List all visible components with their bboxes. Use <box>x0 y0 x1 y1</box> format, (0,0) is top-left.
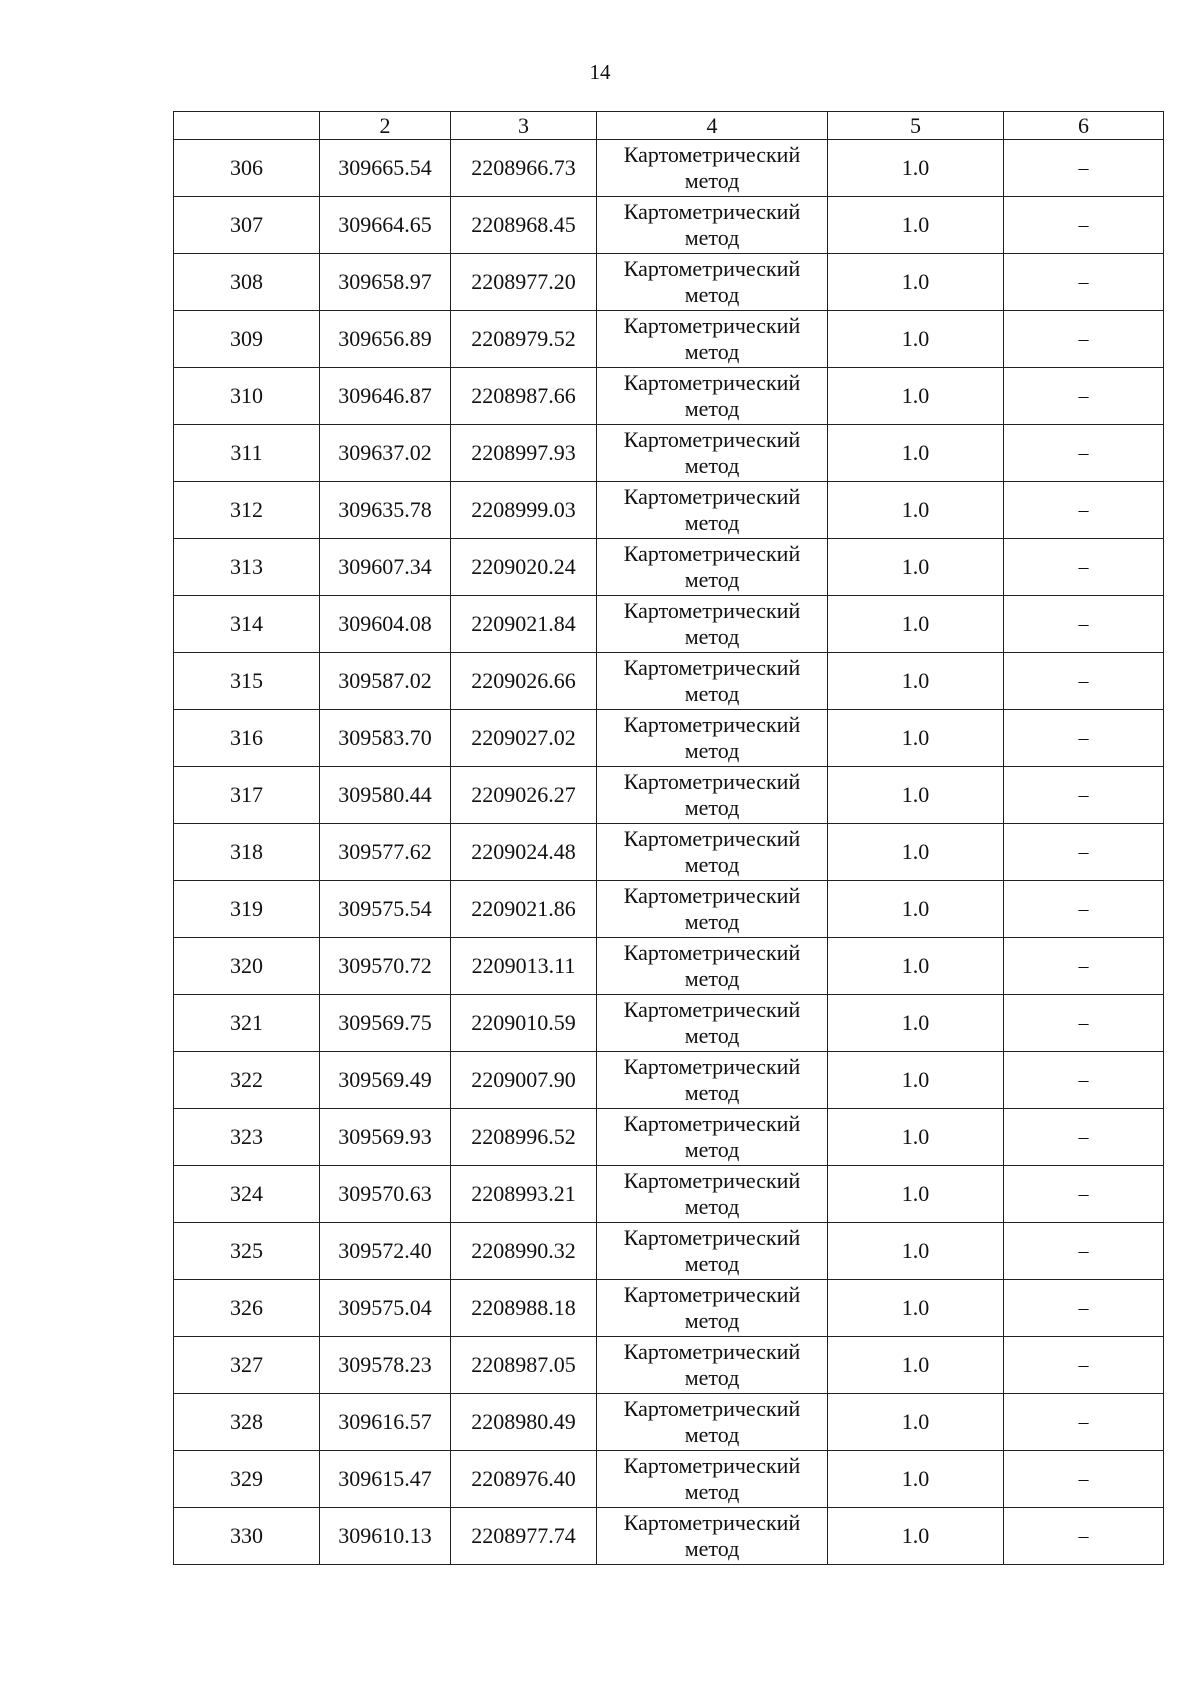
accuracy-cell: 1.0 <box>828 824 1004 881</box>
point-number-cell: 322 <box>174 1052 320 1109</box>
y-coordinate-cell: 2209010.59 <box>451 995 597 1052</box>
point-number-cell: 325 <box>174 1223 320 1280</box>
x-coordinate-cell: 309637.02 <box>320 425 451 482</box>
method-line-2: метод <box>684 1137 740 1162</box>
method-line-2: метод <box>684 282 740 307</box>
x-coordinate-cell: 309575.04 <box>320 1280 451 1337</box>
accuracy-cell: 1.0 <box>828 1223 1004 1280</box>
point-number-cell: 307 <box>174 197 320 254</box>
method-line-1: Картометрический <box>623 256 801 281</box>
x-coordinate-cell: 309610.13 <box>320 1508 451 1565</box>
note-cell: – <box>1004 1223 1164 1280</box>
x-coordinate-cell: 309658.97 <box>320 254 451 311</box>
x-coordinate-cell: 309569.75 <box>320 995 451 1052</box>
method-line-2: метод <box>684 909 740 934</box>
x-coordinate-cell: 309635.78 <box>320 482 451 539</box>
method-cell <box>597 596 828 653</box>
note-cell: – <box>1004 767 1164 824</box>
method-line-2: метод <box>684 225 740 250</box>
accuracy-cell: 1.0 <box>828 197 1004 254</box>
method-line-1: Картометрический <box>623 313 801 338</box>
method-line-1: Картометрический <box>623 655 801 680</box>
method-cell <box>597 995 828 1052</box>
x-coordinate-cell: 309570.72 <box>320 938 451 995</box>
table-row <box>174 881 1164 938</box>
x-coordinate-cell: 309604.08 <box>320 596 451 653</box>
y-coordinate-cell: 2209024.48 <box>451 824 597 881</box>
method-line-1: Картометрический <box>623 826 801 851</box>
note-cell: – <box>1004 197 1164 254</box>
method-line-1: Картометрический <box>623 1111 801 1136</box>
point-number-cell: 319 <box>174 881 320 938</box>
y-coordinate-cell: 2209021.86 <box>451 881 597 938</box>
point-number-cell: 321 <box>174 995 320 1052</box>
method-line-2: метод <box>684 624 740 649</box>
note-cell: – <box>1004 1109 1164 1166</box>
point-number-cell: 317 <box>174 767 320 824</box>
accuracy-cell: 1.0 <box>828 368 1004 425</box>
header-cell-x: 2 <box>320 112 451 140</box>
method-line-1: Картометрический <box>623 712 801 737</box>
note-cell: – <box>1004 596 1164 653</box>
method-cell <box>597 881 828 938</box>
table-row <box>174 1223 1164 1280</box>
method-line-1: Картометрический <box>623 1168 801 1193</box>
method-cell <box>597 539 828 596</box>
method-cell <box>597 1223 828 1280</box>
method-line-2: метод <box>684 1080 740 1105</box>
table-body <box>174 112 1164 1565</box>
point-number-cell: 314 <box>174 596 320 653</box>
page-number: 14 <box>589 60 611 84</box>
method-line-2: метод <box>684 168 740 193</box>
point-number-cell: 326 <box>174 1280 320 1337</box>
point-number-cell: 327 <box>174 1337 320 1394</box>
method-cell <box>597 767 828 824</box>
method-cell <box>597 425 828 482</box>
y-coordinate-cell: 2209027.02 <box>451 710 597 767</box>
method-line-1: Картометрический <box>623 598 801 623</box>
note-cell: – <box>1004 1337 1164 1394</box>
table-row <box>174 425 1164 482</box>
y-coordinate-cell: 2208990.32 <box>451 1223 597 1280</box>
note-cell: – <box>1004 539 1164 596</box>
note-cell: – <box>1004 938 1164 995</box>
method-line-2: метод <box>684 453 740 478</box>
note-cell: – <box>1004 881 1164 938</box>
point-number-cell: 309 <box>174 311 320 368</box>
method-line-2: метод <box>684 1536 740 1561</box>
accuracy-cell: 1.0 <box>828 1451 1004 1508</box>
note-cell: – <box>1004 1280 1164 1337</box>
point-number-cell: 313 <box>174 539 320 596</box>
note-cell: – <box>1004 710 1164 767</box>
note-cell: – <box>1004 140 1164 197</box>
x-coordinate-cell: 309577.62 <box>320 824 451 881</box>
table-row <box>174 653 1164 710</box>
method-cell <box>597 1451 828 1508</box>
note-cell: – <box>1004 1508 1164 1565</box>
method-line-1: Картометрический <box>623 1282 801 1307</box>
method-line-2: метод <box>684 510 740 535</box>
method-line-1: Картометрический <box>623 484 801 509</box>
x-coordinate-cell: 309607.34 <box>320 539 451 596</box>
accuracy-cell: 1.0 <box>828 1337 1004 1394</box>
point-number-cell: 328 <box>174 1394 320 1451</box>
x-coordinate-cell: 309570.63 <box>320 1166 451 1223</box>
point-number-cell: 315 <box>174 653 320 710</box>
x-coordinate-cell: 309583.70 <box>320 710 451 767</box>
method-line-2: метод <box>684 1365 740 1390</box>
accuracy-cell: 1.0 <box>828 710 1004 767</box>
y-coordinate-cell: 2209013.11 <box>451 938 597 995</box>
method-line-1: Картометрический <box>623 1453 801 1478</box>
accuracy-cell: 1.0 <box>828 1280 1004 1337</box>
y-coordinate-cell: 2208976.40 <box>451 1451 597 1508</box>
table-row <box>174 767 1164 824</box>
point-number-cell: 329 <box>174 1451 320 1508</box>
method-line-1: Картометрический <box>623 199 801 224</box>
method-line-1: Картометрический <box>623 370 801 395</box>
y-coordinate-cell: 2208997.93 <box>451 425 597 482</box>
x-coordinate-cell: 309569.49 <box>320 1052 451 1109</box>
accuracy-cell: 1.0 <box>828 881 1004 938</box>
table-row <box>174 482 1164 539</box>
note-cell: – <box>1004 425 1164 482</box>
method-line-1: Картометрический <box>623 769 801 794</box>
table-row <box>174 1508 1164 1565</box>
method-cell <box>597 1166 828 1223</box>
note-cell: – <box>1004 824 1164 881</box>
method-cell <box>597 368 828 425</box>
accuracy-cell: 1.0 <box>828 140 1004 197</box>
y-coordinate-cell: 2208987.05 <box>451 1337 597 1394</box>
header-cell-accuracy: 5 <box>828 112 1004 140</box>
table-row <box>174 938 1164 995</box>
method-line-1: Картометрический <box>623 142 801 167</box>
accuracy-cell: 1.0 <box>828 311 1004 368</box>
accuracy-cell: 1.0 <box>828 596 1004 653</box>
method-line-1: Картометрический <box>623 940 801 965</box>
note-cell: – <box>1004 1052 1164 1109</box>
x-coordinate-cell: 309569.93 <box>320 1109 451 1166</box>
table-row <box>174 710 1164 767</box>
x-coordinate-cell: 309578.23 <box>320 1337 451 1394</box>
table-row <box>174 539 1164 596</box>
method-cell <box>597 938 828 995</box>
note-cell: – <box>1004 653 1164 710</box>
point-number-cell: 306 <box>174 140 320 197</box>
table-row <box>174 1109 1164 1166</box>
method-cell <box>597 254 828 311</box>
table-row <box>174 254 1164 311</box>
point-number-cell: 330 <box>174 1508 320 1565</box>
accuracy-cell: 1.0 <box>828 767 1004 824</box>
y-coordinate-cell: 2208977.20 <box>451 254 597 311</box>
method-line-1: Картометрический <box>623 1396 801 1421</box>
method-cell <box>597 1508 828 1565</box>
method-line-1: Картометрический <box>623 541 801 566</box>
table-row <box>174 1337 1164 1394</box>
x-coordinate-cell: 309616.57 <box>320 1394 451 1451</box>
note-cell: – <box>1004 368 1164 425</box>
y-coordinate-cell: 2208999.03 <box>451 482 597 539</box>
accuracy-cell: 1.0 <box>828 1166 1004 1223</box>
point-number-cell: 318 <box>174 824 320 881</box>
method-cell <box>597 824 828 881</box>
table-row <box>174 1052 1164 1109</box>
point-number-cell: 310 <box>174 368 320 425</box>
y-coordinate-cell: 2208988.18 <box>451 1280 597 1337</box>
note-cell: – <box>1004 311 1164 368</box>
coordinates-table <box>173 111 1164 1565</box>
method-cell <box>597 653 828 710</box>
header-cell-note: 6 <box>1004 112 1164 140</box>
y-coordinate-cell: 2209026.27 <box>451 767 597 824</box>
y-coordinate-cell: 2208987.66 <box>451 368 597 425</box>
method-line-2: метод <box>684 339 740 364</box>
accuracy-cell: 1.0 <box>828 938 1004 995</box>
accuracy-cell: 1.0 <box>828 539 1004 596</box>
y-coordinate-cell: 2208977.74 <box>451 1508 597 1565</box>
method-line-2: метод <box>684 852 740 877</box>
method-line-1: Картометрический <box>623 1510 801 1535</box>
table-row <box>174 140 1164 197</box>
method-line-2: метод <box>684 1479 740 1504</box>
x-coordinate-cell: 309587.02 <box>320 653 451 710</box>
table-row <box>174 197 1164 254</box>
method-line-2: метод <box>684 1308 740 1333</box>
method-line-2: метод <box>684 396 740 421</box>
accuracy-cell: 1.0 <box>828 1508 1004 1565</box>
table-row <box>174 368 1164 425</box>
accuracy-cell: 1.0 <box>828 1109 1004 1166</box>
method-line-2: метод <box>684 966 740 991</box>
accuracy-cell: 1.0 <box>828 482 1004 539</box>
x-coordinate-cell: 309665.54 <box>320 140 451 197</box>
note-cell: – <box>1004 1451 1164 1508</box>
method-line-2: метод <box>684 1194 740 1219</box>
table-row <box>174 824 1164 881</box>
method-cell <box>597 1337 828 1394</box>
header-cell-y: 3 <box>451 112 597 140</box>
x-coordinate-cell: 309575.54 <box>320 881 451 938</box>
y-coordinate-cell: 2208993.21 <box>451 1166 597 1223</box>
note-cell: – <box>1004 1394 1164 1451</box>
x-coordinate-cell: 309656.89 <box>320 311 451 368</box>
method-line-2: метод <box>684 567 740 592</box>
y-coordinate-cell: 2208966.73 <box>451 140 597 197</box>
method-cell <box>597 1109 828 1166</box>
method-line-1: Картометрический <box>623 1054 801 1079</box>
method-line-1: Картометрический <box>623 1339 801 1364</box>
table-row <box>174 1394 1164 1451</box>
point-number-cell: 323 <box>174 1109 320 1166</box>
accuracy-cell: 1.0 <box>828 653 1004 710</box>
point-number-cell: 311 <box>174 425 320 482</box>
method-cell <box>597 1052 828 1109</box>
method-line-1: Картометрический <box>623 883 801 908</box>
header-cell-point <box>174 112 320 140</box>
x-coordinate-cell: 309664.65 <box>320 197 451 254</box>
y-coordinate-cell: 2209007.90 <box>451 1052 597 1109</box>
method-line-2: метод <box>684 681 740 706</box>
point-number-cell: 324 <box>174 1166 320 1223</box>
method-cell <box>597 482 828 539</box>
note-cell: – <box>1004 995 1164 1052</box>
y-coordinate-cell: 2209021.84 <box>451 596 597 653</box>
method-line-1: Картометрический <box>623 997 801 1022</box>
table-row <box>174 1166 1164 1223</box>
note-cell: – <box>1004 482 1164 539</box>
method-cell <box>597 140 828 197</box>
method-cell <box>597 311 828 368</box>
method-line-2: метод <box>684 1023 740 1048</box>
x-coordinate-cell: 309572.40 <box>320 1223 451 1280</box>
table-row <box>174 995 1164 1052</box>
table-row <box>174 1280 1164 1337</box>
table-row <box>174 596 1164 653</box>
y-coordinate-cell: 2209026.66 <box>451 653 597 710</box>
note-cell: – <box>1004 254 1164 311</box>
note-cell: – <box>1004 1166 1164 1223</box>
point-number-cell: 308 <box>174 254 320 311</box>
method-line-2: метод <box>684 1422 740 1447</box>
accuracy-cell: 1.0 <box>828 254 1004 311</box>
method-cell <box>597 1280 828 1337</box>
point-number-cell: 316 <box>174 710 320 767</box>
header-cell-method: 4 <box>597 112 828 140</box>
y-coordinate-cell: 2209020.24 <box>451 539 597 596</box>
method-cell <box>597 197 828 254</box>
method-cell <box>597 710 828 767</box>
point-number-cell: 312 <box>174 482 320 539</box>
method-line-2: метод <box>684 738 740 763</box>
table-row <box>174 1451 1164 1508</box>
y-coordinate-cell: 2208968.45 <box>451 197 597 254</box>
y-coordinate-cell: 2208979.52 <box>451 311 597 368</box>
method-line-1: Картометрический <box>623 1225 801 1250</box>
accuracy-cell: 1.0 <box>828 995 1004 1052</box>
x-coordinate-cell: 309646.87 <box>320 368 451 425</box>
point-number-cell: 320 <box>174 938 320 995</box>
accuracy-cell: 1.0 <box>828 425 1004 482</box>
accuracy-cell: 1.0 <box>828 1394 1004 1451</box>
method-line-2: метод <box>684 1251 740 1276</box>
method-line-1: Картометрический <box>623 427 801 452</box>
table-row <box>174 311 1164 368</box>
x-coordinate-cell: 309615.47 <box>320 1451 451 1508</box>
y-coordinate-cell: 2208996.52 <box>451 1109 597 1166</box>
x-coordinate-cell: 309580.44 <box>320 767 451 824</box>
method-cell <box>597 1394 828 1451</box>
accuracy-cell: 1.0 <box>828 1052 1004 1109</box>
method-line-2: метод <box>684 795 740 820</box>
y-coordinate-cell: 2208980.49 <box>451 1394 597 1451</box>
table-header-row <box>174 112 1164 140</box>
